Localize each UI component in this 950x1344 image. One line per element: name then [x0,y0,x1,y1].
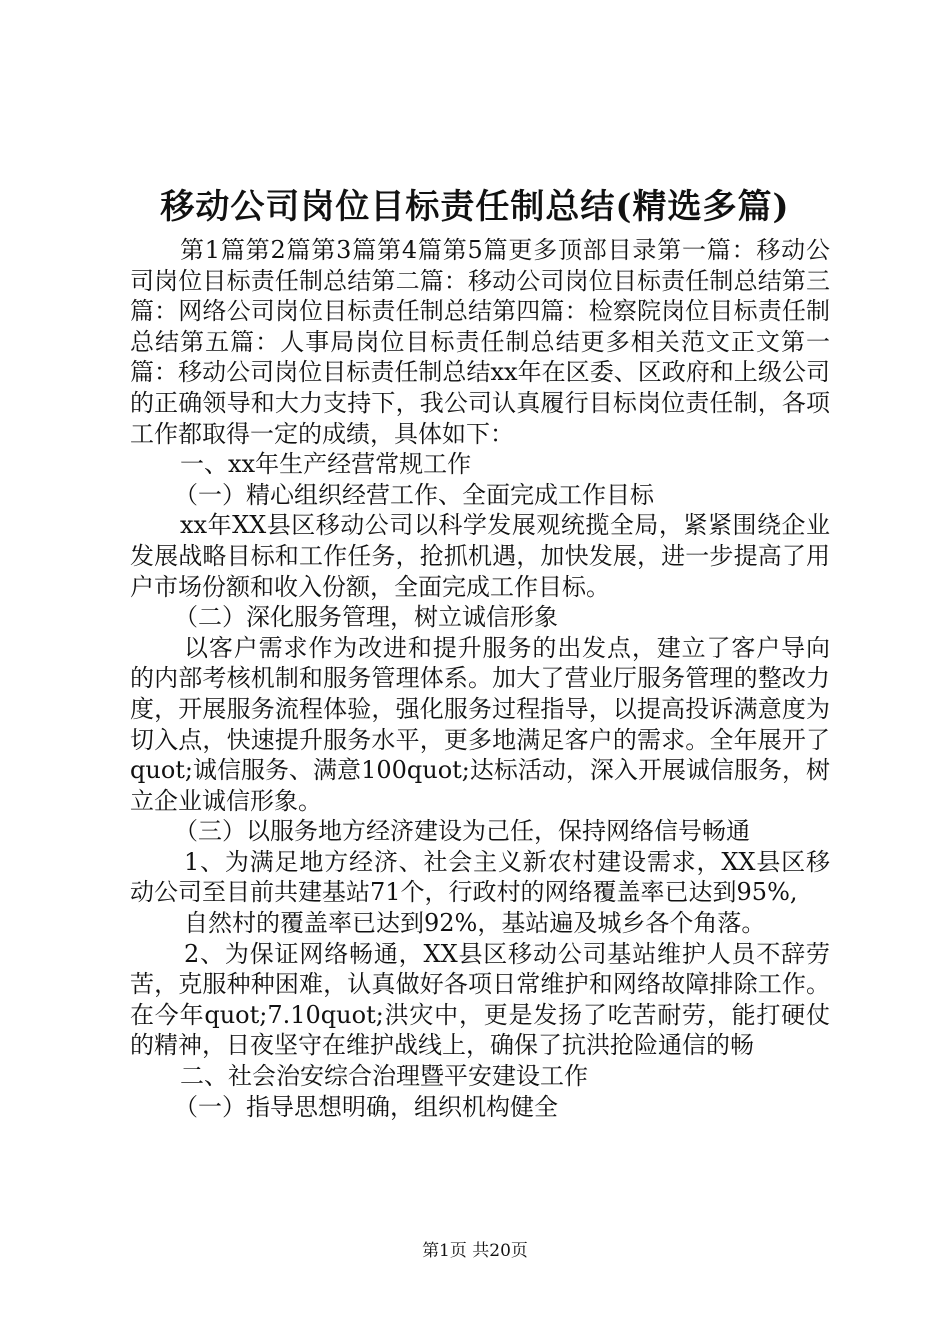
paragraph-1-3-item-1: 1、为满足地方经济、社会主义新农村建设需求，XX县区移动公司至目前共建基站71个，行政村的网络覆盖率已达到95%, [130,847,830,907]
subsection-heading-1-3: （三）以服务地方经济建设为己任，保持网络信号畅通 [174,817,750,846]
paragraph-1-1: xx年XX县区移动公司以科学发展观统揽全局，紧紧围绕企业发展战略目标和工作任务，抢抓机遇，加快发展，进一步提高了用户市场份额和收入份额，全面完成工作目标。 [130,511,830,601]
paragraph-intro: 第1篇第2篇第3篇第4篇第5篇更多顶部目录第一篇：移动公司岗位目标责任制总结第二篇：移动公司岗位目标责任制总结第三篇：网络公司岗位目标责任制总结第四篇：检察院岗位目标责任制总结第五篇：人事局岗位目标责任制总结更多相关范文正文第一篇：移动公司岗位目标责任制总结xx年在区委、区政府和上级公司的正确领导和大力支持下，我公司认真履行目标岗位责任制，各项工作都取得一定的成绩，具体如下： [130,236,830,448]
subsection-heading-2-1: （一）指导思想明确，组织机构健全 [174,1092,558,1121]
section-heading-1: 一、xx年生产经营常规工作 [180,450,472,479]
subsection-heading-1-2: （二）深化服务管理，树立诚信形象 [174,603,558,632]
document-title: 移动公司岗位目标责任制总结(精选多篇) [160,187,790,227]
paragraph-1-3-item-1-cont: 自然村的覆盖率已达到92%，基站遍及城乡各个角落。 [184,909,766,938]
paragraph-1-2: 以客户需求作为改进和提升服务的出发点，建立了客户导向的内部考核机制和服务管理体系。加大了营业厅服务管理的整改力度，开展服务流程体验，强化服务过程指导，以提高投诉满意度为切入点，快速提升服务水平，更多地满足客户的需求。全年展开了quot;诚信服务、满意100quot;达标活动，深入开展诚信服务，树立企业诚信形象。 [130,633,830,815]
subsection-heading-1-1: （一）精心组织经营工作、全面完成工作目标 [174,480,654,509]
document-body [130,235,830,1122]
section-heading-2: 二、社会治安综合治理暨平安建设工作 [180,1062,588,1091]
page-footer: 第1页 共20页 [422,1241,528,1261]
paragraph-1-3-item-2: 2、为保证网络畅通，XX县区移动公司基站维护人员不辞劳苦，克服种种困难，认真做好各项日常维护和网络故障排除工作。在今年quot;7.10quot;洪灾中，更是发扬了吃苦耐劳，能打硬仗的精神，日夜坚守在维护战线上，确保了抗洪抢险通信的畅 [130,939,830,1060]
